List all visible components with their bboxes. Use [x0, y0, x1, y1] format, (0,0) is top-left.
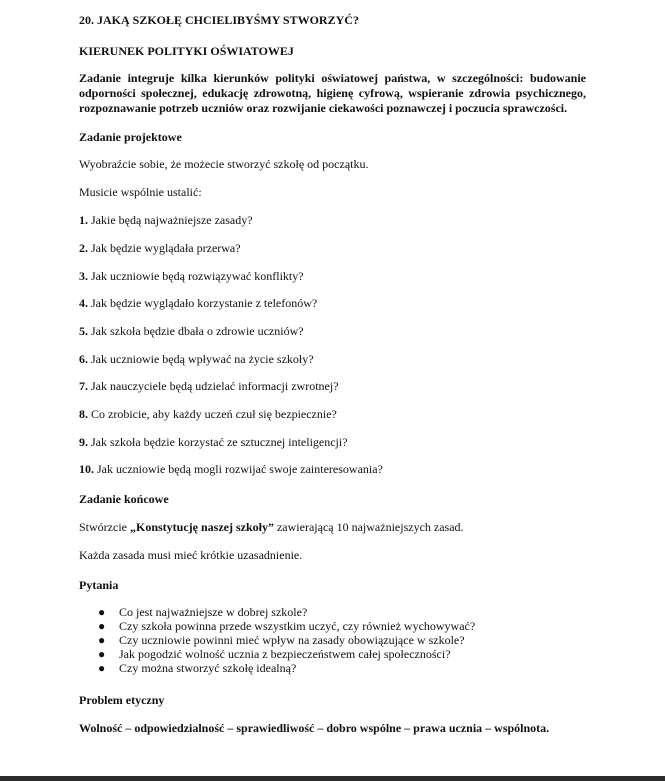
- question-item: [79, 213, 253, 228]
- question-number: 5.: [79, 324, 88, 338]
- question-number: 4.: [79, 296, 88, 310]
- final-text-bold: „Konstytucję naszej szkoły”: [129, 520, 274, 534]
- list-item: [79, 633, 475, 647]
- question-item: [79, 462, 383, 477]
- final-paragraph-2: Każda zasada musi mieć krótkie uzasadnienie.: [79, 548, 303, 562]
- list-item-text: Co jest najważniejsze w dobrej szkole?: [119, 605, 308, 619]
- question-text: Jak szkoła będzie korzystać ze sztucznej inteligencji?: [91, 435, 348, 449]
- bullet-icon: ●: [98, 633, 106, 647]
- question-number: 3.: [79, 269, 88, 283]
- questions-heading: Pytania: [79, 578, 119, 592]
- bullet-icon: ●: [98, 619, 106, 633]
- question-number: 10.: [79, 462, 94, 476]
- question-item: [79, 435, 348, 450]
- final-text-post: zawierającą 10 najważniejszych zasad.: [273, 520, 464, 534]
- questions-list: [79, 605, 475, 675]
- question-number: 2.: [79, 241, 88, 255]
- question-text: Jak będzie wyglądała przerwa?: [91, 241, 241, 255]
- list-item-text: Czy można stworzyć szkołę idealną?: [119, 661, 297, 675]
- document-title: 20. JAKĄ SZKOŁĘ CHCIELIBYŚMY STWORZYĆ?: [79, 13, 359, 27]
- question-text: Jak uczniowie będą mogli rozwijać swoje zainteresowania?: [97, 462, 383, 476]
- bullet-icon: ●: [98, 661, 106, 675]
- list-item-text: Czy uczniowie powinni mieć wpływ na zasady obowiązujące w szkole?: [119, 633, 465, 647]
- question-number: 1.: [79, 213, 88, 227]
- project-heading: Zadanie projektowe: [79, 130, 182, 144]
- final-paragraph-1: [79, 520, 464, 535]
- intro-paragraph: Zadanie integruje kilka kierunków polityki oświatowej państwa, w szczególności: budowanie odporności społecznej, edukację zdrowotną, higienę cyfrową, wspieranie zdrowia psychicznego, rozpoznawanie potrzeb uczniów oraz rozwijanie ciekawości poznawczej i poczucia sprawczości.: [79, 71, 586, 115]
- final-text-pre: Stwórzcie: [79, 520, 130, 534]
- question-item: [79, 352, 314, 367]
- question-text: Jak uczniowie będą wpływać na życie szkoły?: [91, 352, 314, 366]
- list-item: [79, 661, 475, 675]
- question-text: Jak uczniowie będą rozwiązywać konflikty?: [91, 269, 304, 283]
- question-number: 9.: [79, 435, 88, 449]
- final-heading: Zadanie końcowe: [79, 492, 169, 506]
- bullet-icon: ●: [98, 605, 106, 619]
- question-item: [79, 407, 337, 422]
- list-item: [79, 605, 475, 619]
- question-text: Co zrobicie, aby każdy uczeń czuł się bezpiecznie?: [91, 407, 337, 421]
- bullet-icon: ●: [98, 647, 106, 661]
- question-number: 7.: [79, 379, 88, 393]
- question-number: 8.: [79, 407, 88, 421]
- question-item: [79, 324, 304, 339]
- project-paragraph-2: Musicie wspólnie ustalić:: [79, 185, 202, 199]
- list-item-text: Jak pogodzić wolność ucznia z bezpieczeństwem całej społeczności?: [119, 647, 451, 661]
- bottom-bar: [0, 776, 665, 781]
- list-item: [79, 619, 475, 633]
- project-paragraph-1: Wyobraźcie sobie, że możecie stworzyć szkołę od początku.: [79, 157, 369, 171]
- question-text: Jakie będą najważniejsze zasady?: [91, 213, 253, 227]
- ethics-heading: Problem etyczny: [79, 693, 165, 707]
- question-text: Jak będzie wyglądało korzystanie z telefonów?: [91, 296, 318, 310]
- question-text: Jak nauczyciele będą udzielać informacji zwrotnej?: [91, 379, 339, 393]
- question-item: [79, 269, 304, 284]
- question-number: 6.: [79, 352, 88, 366]
- question-text: Jak szkoła będzie dbała o zdrowie uczniów?: [91, 324, 304, 338]
- list-item-text: Czy szkoła powinna przede wszystkim uczyć, czy również wychowywać?: [119, 619, 476, 633]
- question-item: [79, 241, 241, 256]
- question-item: [79, 296, 317, 311]
- section-subtitle: KIERUNEK POLITYKI OŚWIATOWEJ: [79, 44, 294, 58]
- ethics-text: Wolność – odpowiedzialność – sprawiedliwość – dobro wspólne – prawa ucznia – wspólnota.: [79, 721, 550, 735]
- question-item: [79, 379, 339, 394]
- list-item: [79, 647, 475, 661]
